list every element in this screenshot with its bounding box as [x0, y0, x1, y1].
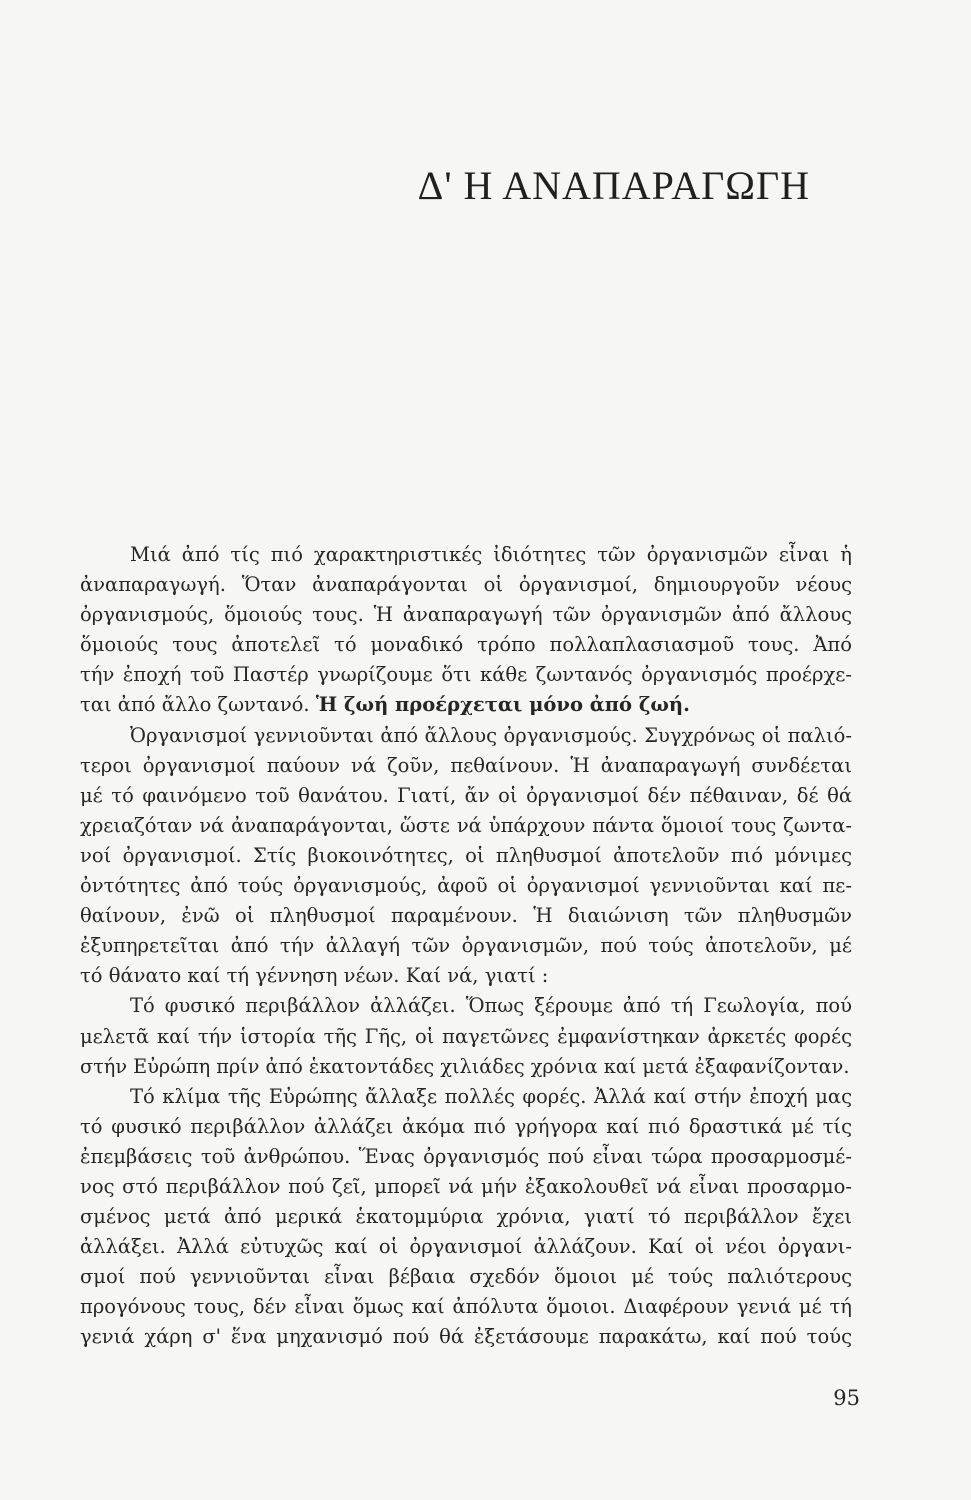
text-line — [80, 690, 852, 720]
text-line: Τό φυσικό περιβάλλον ἀλλάζει. Ὅπως ξέρουμε ἀπό τή Γεωλογία, πού — [130, 994, 852, 1018]
text-line: ὀντότητες ἀπό τούς ὀργανισμούς, ἀφοῦ οἱ ὀργανισμοί γεννιοῦνται καί πε- — [80, 874, 852, 898]
text-line: ἐπεμβάσεις τοῦ ἀνθρώπου. Ἕνας ὀργανισμός πού εἶναι τώρα προσαρμοσμέ- — [80, 1144, 852, 1168]
text-line: ἀλλάξει. Ἀλλά εὐτυχῶς καί οἱ ὀργανισμοί ἀλλάζουν. Καί οἱ νέοι ὀργανι- — [80, 1235, 852, 1259]
text-line: Μιά ἀπό τίς πιό χαρακτηριστικές ἰδιότητες τῶν ὀργανισμῶν εἶναι ἡ — [130, 543, 852, 566]
text-line: σμοί πού γεννιοῦνται εἶναι βέβαια σχεδόν ὅμοιοι μέ τούς παλιότερους — [80, 1265, 852, 1289]
paragraph-3 — [80, 991, 852, 1081]
paragraph-4 — [80, 1082, 852, 1353]
paragraph-1 — [80, 540, 852, 721]
text-line: μελετᾶ καί τήν ἱστορία τῆς Γῆς, οἱ παγετῶνες ἐμφανίστηκαν ἀρκετές φορές — [80, 1024, 852, 1048]
text-line: τεροι ὀργανισμοί παύουν νά ζοῦν, πεθαίνουν. Ἡ ἀναπαραγωγή συνδέεται — [80, 753, 852, 777]
text-line: τό θάνατο καί τή γέννηση νέων. Καί νά, γιατί : — [80, 964, 549, 988]
text-line: νοί ὀργανισμοί. Στίς βιοκοινότητες, οἱ πληθυσμοί ἀποτελοῦν πιό μόνιμες — [80, 843, 852, 867]
text-line: σμένος μετά ἀπό μερικά ἑκατομμύρια χρόνια, γιατί τό περιβάλλον ἔχει — [80, 1205, 852, 1229]
text-line: μέ τό φαινόμενο τοῦ θανάτου. Γιατί, ἄν οἱ ὀργανισμοί δέν πέθαιναν, δέ θά — [80, 783, 852, 807]
text-line: ὅμοιούς τους ἀποτελεῖ τό μοναδικό τρόπο πολλαπλασιασμοῦ τους. Ἀπό — [80, 633, 852, 657]
text-line: χρειαζόταν νά ἀναπαράγονται, ὥστε νά ὑπάρχουν πάντα ὅμοιοί τους ζωντα- — [80, 813, 852, 837]
text-line: γενιά χάρη σ' ἕνα μηχανισμό πού θά ἐξετάσουμε παρακάτω, καί πού τούς — [80, 1325, 852, 1349]
body-text — [80, 540, 852, 1353]
text-line: θαίνουν, ἐνῶ οἱ πληθυσμοί παραμένουν. Ἡ διαιώνιση τῶν πληθυσμῶν — [80, 904, 852, 928]
chapter-title: Δ' Η ΑΝΑΠΑΡΑΓΩΓΗ — [417, 163, 810, 208]
emphasized-statement: Ἡ ζωή προέρχεται μόνο ἀπό ζωή. — [315, 693, 690, 717]
text-line: ἐξυπηρετεῖται ἀπό τήν ἀλλαγή τῶν ὀργανισμῶν, πού τούς ἀποτελοῦν, μέ — [80, 934, 852, 958]
text-line: τό φυσικό περιβάλλον ἀλλάζει ἀκόμα πιό γρήγορα καί πιό δραστικά μέ τίς — [80, 1114, 852, 1138]
paragraph-2 — [80, 721, 852, 992]
text-line: στήν Εὐρώπη πρίν ἀπό ἑκατοντάδες χιλιάδες χρόνια καί μετά ἐξαφανίζονταν. — [80, 1054, 850, 1078]
page-number: 95 — [833, 1386, 860, 1410]
text-line: προγόνους τους, δέν εἶναι ὅμως καί ἀπόλυτα ὅμοιοι. Διαφέρουν γενιά μέ τή — [80, 1295, 852, 1319]
text-line: τήν ἐποχή τοῦ Παστέρ γνωρίζουμε ὅτι κάθε ζωντανός ὀργανισμός προέρχε- — [80, 663, 852, 687]
text-line: Ὀργανισμοί γεννιοῦνται ἀπό ἄλλους ὀργανισμούς. Συγχρόνως οἱ παλιό- — [130, 723, 852, 747]
text-line: νος στό περιβάλλον πού ζεῖ, μπορεῖ νά μήν ἐξακολουθεῖ νά εἶναι προσαρμο- — [80, 1174, 852, 1198]
text-line: ὀργανισμούς, ὅμοιούς τους. Ἡ ἀναπαραγωγή τῶν ὀργανισμῶν ἀπό ἄλλους — [80, 603, 852, 627]
text-segment: ται ἀπό ἄλλο ζωντανό. — [80, 693, 316, 717]
text-line: Τό κλίμα τῆς Εὐρώπης ἄλλαξε πολλές φορές. Ἀλλά καί στήν ἐποχή μας — [130, 1084, 852, 1108]
text-line: ἀναπαραγωγή. Ὅταν ἀναπαράγονται οἱ ὀργανισμοί, δημιουργοῦν νέους — [80, 573, 852, 597]
